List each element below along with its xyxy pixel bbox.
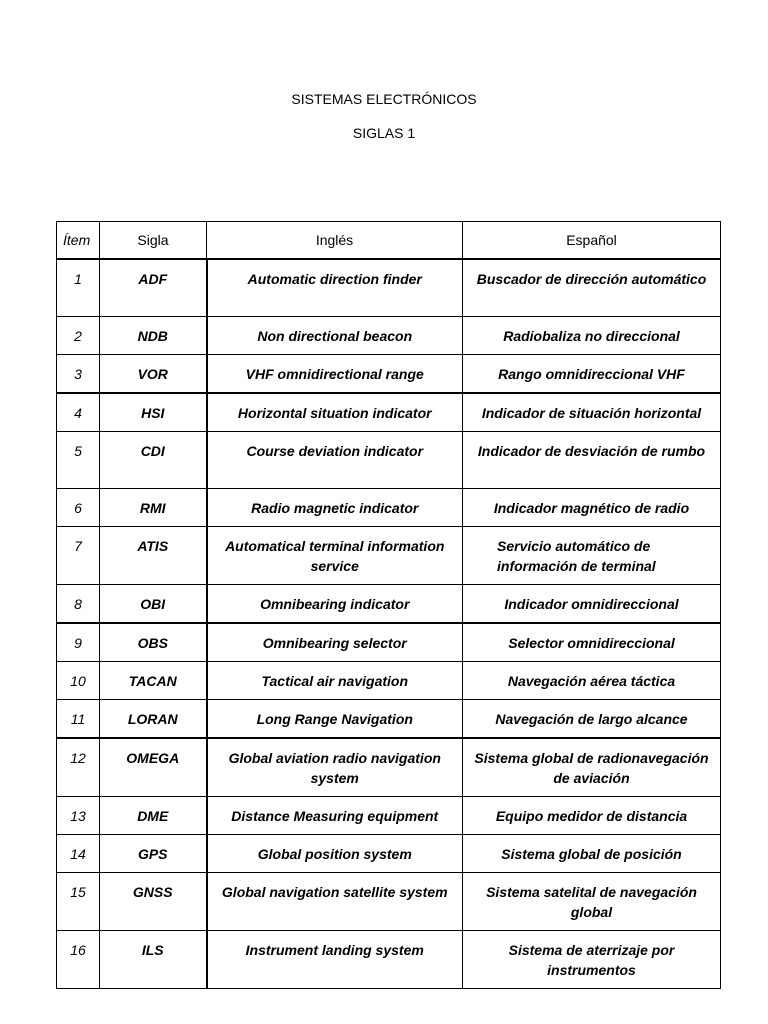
cell-ingles: Tactical air navigation: [207, 661, 463, 699]
cell-ingles: Course deviation indicator: [207, 431, 463, 488]
table-row: [57, 738, 721, 797]
header-sigla: Sigla: [100, 222, 207, 260]
cell-sigla: ADF: [100, 259, 207, 316]
table-row: [57, 526, 721, 584]
cell-espanol: Equipo medidor de distancia: [463, 796, 721, 834]
table-row: [57, 259, 721, 316]
cell-item-number: 16: [57, 930, 100, 988]
cell-ingles: Omnibearing selector: [207, 623, 463, 662]
document-subtitle: SIGLAS 1: [352, 125, 416, 141]
cell-item-number: 12: [57, 738, 100, 797]
cell-ingles: Non directional beacon: [207, 316, 463, 354]
cell-sigla: GNSS: [100, 872, 207, 930]
table-row: [57, 431, 721, 488]
cell-ingles: Horizontal situation indicator: [207, 393, 463, 432]
cell-ingles: Radio magnetic indicator: [207, 488, 463, 526]
cell-espanol: Selector omnidireccional: [463, 623, 721, 662]
cell-ingles: Automatical terminal information service: [207, 526, 463, 584]
cell-item-number: 9: [57, 623, 100, 662]
cell-item-number: 10: [57, 661, 100, 699]
cell-sigla: LORAN: [100, 699, 207, 738]
cell-ingles: Global position system: [207, 834, 463, 872]
cell-espanol: Sistema satelital de navegación global: [463, 872, 721, 930]
cell-sigla: VOR: [100, 354, 207, 393]
cell-item-number: 3: [57, 354, 100, 393]
cell-espanol: Radiobaliza no direccional: [463, 316, 721, 354]
cell-espanol: Sistema de aterrizaje por instrumentos: [463, 930, 721, 988]
cell-espanol: Navegación aérea táctica: [463, 661, 721, 699]
cell-sigla: OBS: [100, 623, 207, 662]
table-row: [57, 872, 721, 930]
header-item: Ítem: [57, 222, 100, 260]
cell-espanol: Servicio automático de información de terminal: [463, 526, 721, 584]
cell-sigla: TACAN: [100, 661, 207, 699]
cell-sigla: OMEGA: [100, 738, 207, 797]
cell-espanol: Sistema global de posición: [463, 834, 721, 872]
cell-sigla: DME: [100, 796, 207, 834]
cell-sigla: RMI: [100, 488, 207, 526]
table-row: [57, 316, 721, 354]
cell-espanol: Sistema global de radionavegación de aviación: [463, 738, 721, 797]
cell-sigla: ATIS: [100, 526, 207, 584]
table-row: [57, 623, 721, 662]
cell-item-number: 8: [57, 584, 100, 623]
cell-ingles: Global navigation satellite system: [207, 872, 463, 930]
table-header-row: [57, 222, 721, 260]
cell-item-number: 1: [57, 259, 100, 316]
header-espanol: Español: [463, 222, 721, 260]
cell-item-number: 5: [57, 431, 100, 488]
cell-espanol: Indicador de situación horizontal: [463, 393, 721, 432]
document-title: SISTEMAS ELECTRÓNICOS: [291, 91, 477, 107]
table-row: [57, 796, 721, 834]
cell-item-number: 14: [57, 834, 100, 872]
cell-sigla: HSI: [100, 393, 207, 432]
table-row: [57, 661, 721, 699]
cell-ingles: Long Range Navigation: [207, 699, 463, 738]
cell-espanol: Buscador de dirección automático: [463, 259, 721, 316]
cell-item-number: 4: [57, 393, 100, 432]
header-ingles: Inglés: [207, 222, 463, 260]
cell-espanol: Indicador de desviación de rumbo: [463, 431, 721, 488]
cell-ingles: Automatic direction finder: [207, 259, 463, 316]
cell-item-number: 7: [57, 526, 100, 584]
cell-sigla: CDI: [100, 431, 207, 488]
cell-sigla: NDB: [100, 316, 207, 354]
cell-item-number: 11: [57, 699, 100, 738]
cell-ingles: Distance Measuring equipment: [207, 796, 463, 834]
table-row: [57, 930, 721, 988]
cell-ingles: Instrument landing system: [207, 930, 463, 988]
cell-sigla: ILS: [100, 930, 207, 988]
table-row: [57, 699, 721, 738]
table-row: [57, 584, 721, 623]
cell-ingles: VHF omnidirectional range: [207, 354, 463, 393]
cell-espanol: Rango omnidireccional VHF: [463, 354, 721, 393]
cell-ingles: Omnibearing indicator: [207, 584, 463, 623]
table-row: [57, 834, 721, 872]
cell-espanol: Navegación de largo alcance: [463, 699, 721, 738]
cell-item-number: 13: [57, 796, 100, 834]
cell-espanol: Indicador magnético de radio: [463, 488, 721, 526]
cell-espanol: Indicador omnidireccional: [463, 584, 721, 623]
table-row: [57, 488, 721, 526]
table-row: [57, 393, 721, 432]
acronyms-table: [56, 221, 721, 989]
cell-sigla: OBI: [100, 584, 207, 623]
cell-item-number: 2: [57, 316, 100, 354]
cell-sigla: GPS: [100, 834, 207, 872]
table-row: [57, 354, 721, 393]
cell-item-number: 6: [57, 488, 100, 526]
cell-ingles: Global aviation radio navigation system: [207, 738, 463, 797]
cell-item-number: 15: [57, 872, 100, 930]
